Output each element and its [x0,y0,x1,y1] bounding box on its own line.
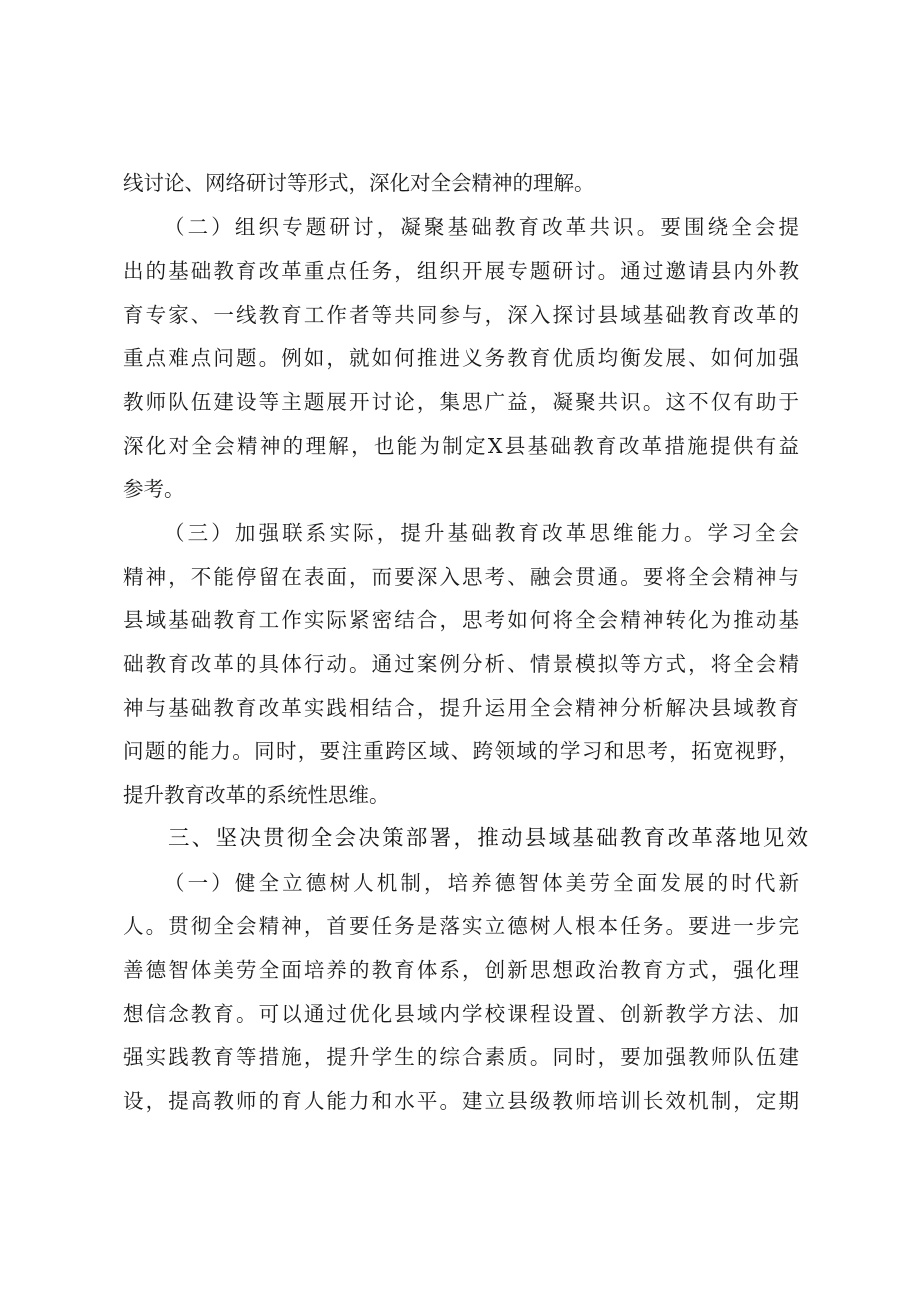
paragraph-line: 育专家、一线教育工作者等共同参与，深入探讨县域基础教育改革的 [123,303,799,327]
paragraph-line: 人。贯彻全会精神，首要任务是落实立德树人根本任务。要进一步完 [123,914,799,938]
paragraph-line: 础教育改革的具体行动。通过案例分析、情景模拟等方式，将全会精 [123,652,799,676]
paragraph-line: 县域基础教育工作实际紧密结合，思考如何将全会精神转化为推动基 [123,608,799,632]
paragraph-line: 善德智体美劳全面培养的教育体系，创新思想政治教育方式，强化理 [123,958,799,982]
paragraph-line: （一）健全立德树人机制，培养德智体美劳全面发展的时代新 [164,871,799,895]
paragraph-line: （二）组织专题研讨，凝聚基础教育改革共识。要围绕全会提 [164,215,799,239]
paragraph-line: 深化对全会精神的理解，也能为制定X县基础教育改革措施提供有益 [123,434,799,458]
paragraph-line: 参考。 [123,477,185,501]
paragraph-line: 想信念教育。可以通过优化县域内学校课程设置、创新教学方法、加 [123,1002,799,1026]
paragraph-line: 提升教育改革的系统性思维。 [123,783,390,807]
paragraph-line: 教师队伍建设等主题展开讨论，集思广益，凝聚共识。这不仅有助于 [123,390,799,414]
paragraph-line: （三）加强联系实际，提升基础教育改革思维能力。学习全会 [164,521,799,545]
paragraph-line: 神与基础教育改革实践相结合，提升运用全会精神分析解决县域教育 [123,696,799,720]
paragraph-line: 强实践教育等措施，提升学生的综合素质。同时，要加强教师队伍建 [123,1045,799,1069]
section-heading: 三、坚决贯彻全会决策部署，推动县域基础教育改革落地见效 [168,826,808,851]
paragraph-line: 问题的能力。同时，要注重跨区域、跨领域的学习和思考，拓宽视野， [123,739,799,763]
paragraph-line: 线讨论、网络研讨等形式，深化对全会精神的理解。 [123,171,595,195]
paragraph-line: 精神，不能停留在表面，而要深入思考、融会贯通。要将全会精神与 [123,565,799,589]
paragraph-line: 设，提高教师的育人能力和水平。建立县级教师培训长效机制，定期 [123,1089,799,1113]
paragraph-line: 出的基础教育改革重点任务，组织开展专题研讨。通过邀请县内外教 [123,259,799,283]
paragraph-line: 重点难点问题。例如，就如何推进义务教育优质均衡发展、如何加强 [123,346,799,370]
